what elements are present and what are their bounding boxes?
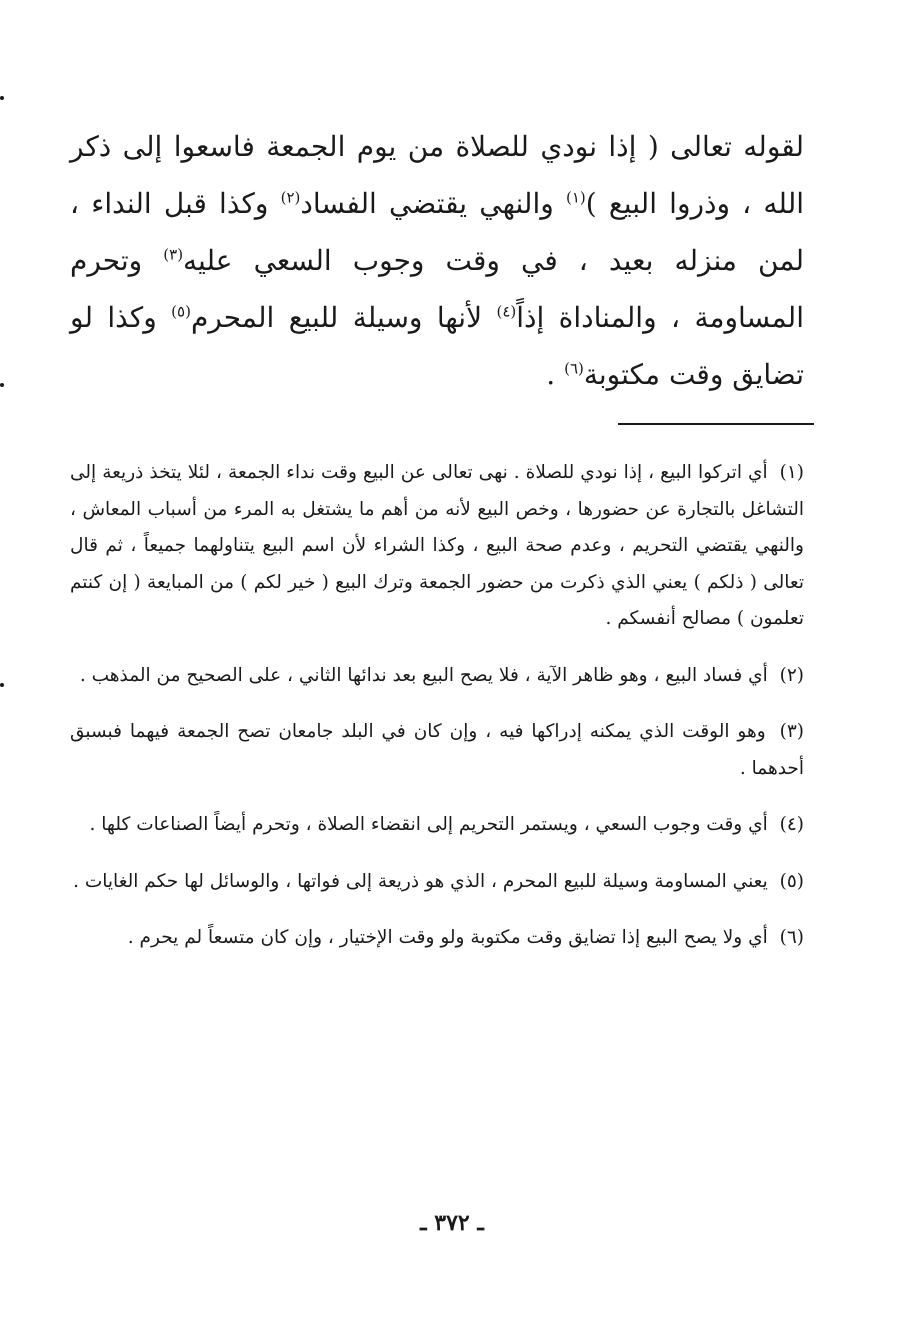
main-paragraph: [70, 118, 804, 403]
footnote-number: (١): [779, 462, 804, 483]
footnote: [70, 920, 804, 957]
scan-mark: [0, 96, 4, 100]
footnote-ref: (٥): [171, 302, 191, 321]
footnote-ref: (٣): [163, 245, 184, 264]
main-segment: وكذا لو تضايق وقت مكتوبة: [70, 301, 804, 391]
footnote-ref: (٢): [280, 188, 301, 207]
footnote-ref: (١): [565, 188, 586, 207]
footnotes-block: [70, 455, 804, 977]
footnote-ref: (٤): [496, 302, 517, 321]
main-text-block: [70, 118, 804, 403]
footnote-number: (٣): [779, 721, 804, 742]
footnote-text: يعني المساومة وسيلة للبيع المحرم ، الذي هو ذريعة إلى فواتها ، والوسائل لها حكم الغايات .: [73, 870, 768, 892]
scan-mark: [0, 383, 4, 387]
main-segment: وتحرم المساومة ، والمناداة إذاً: [70, 244, 804, 334]
footnote-text: وهو الوقت الذي يمكنه إدراكها فيه ، وإن كان في البلد جامعان تصح الجمعة فيهما فبسبق أحدهما .: [70, 721, 804, 779]
footnote: [70, 714, 804, 787]
footnote: [70, 455, 804, 638]
footnote-text: أي فساد البيع ، وهو ظاهر الآية ، فلا يصح البيع بعد ندائها الثاني ، على الصحيح من المذهب .: [79, 664, 768, 686]
footnote-number: (٢): [779, 664, 804, 686]
footnote: [70, 807, 804, 844]
footnote-separator: [618, 423, 814, 425]
footnote: [70, 864, 804, 901]
scan-mark: [0, 683, 4, 687]
footnote-number: (٦): [779, 927, 804, 948]
footnote-ref: (٦): [564, 359, 584, 378]
page-number: ـ ٣٧٢ ـ: [420, 1210, 484, 1236]
footnote-number: (٥): [779, 870, 804, 892]
main-segment: لقوله تعالى ( إذا نودي للصلاة من يوم الجمعة فاسعوا إلى ذكر الله ، وذروا البيع ): [70, 130, 804, 220]
footnote-number: (٤): [779, 814, 804, 835]
main-segment: والنهي يقتضي الفساد: [300, 187, 566, 220]
main-segment: .: [546, 358, 565, 391]
footnote-text: أي اتركوا البيع ، إذا نودي للصلاة . نهى تعالى عن البيع وقت نداء الجمعة ، لئلا يتخذ ذريعة إلى التشاغل بالتجارة عن حضورها ، وخص البيع لأنه من أهم ما يشتغل به المرء من أسباب المعاش ، والنهي يقتضي التحريم ، وعدم صحة البيع ، وكذا الشراء لأن اسم البيع يتناولهما جميعاً ، ثم قال تعالى ( ذلكم ) يعني الذي ذكرت من حضور الجمعة وترك البيع ( خير لكم ) من المبايعة ( إن كنتم تعلمون ) مصالح أنفسكم .: [70, 462, 804, 629]
main-segment: لأنها وسيلة للبيع المحرم: [190, 301, 497, 334]
footnote-text: أي ولا يصح البيع إذا تضايق وقت مكتوبة ولو وقت الإختيار ، وإن كان متسعاً لم يحرم .: [127, 927, 768, 948]
footnote-text: أي وقت وجوب السعي ، ويستمر التحريم إلى انقضاء الصلاة ، وتحرم أيضاً الصناعات كلها .: [89, 814, 768, 835]
footnote: [70, 658, 804, 695]
main-segment: وكذا قبل النداء ، لمن منزله بعيد ، في وقت وجوب السعي عليه: [70, 187, 805, 277]
